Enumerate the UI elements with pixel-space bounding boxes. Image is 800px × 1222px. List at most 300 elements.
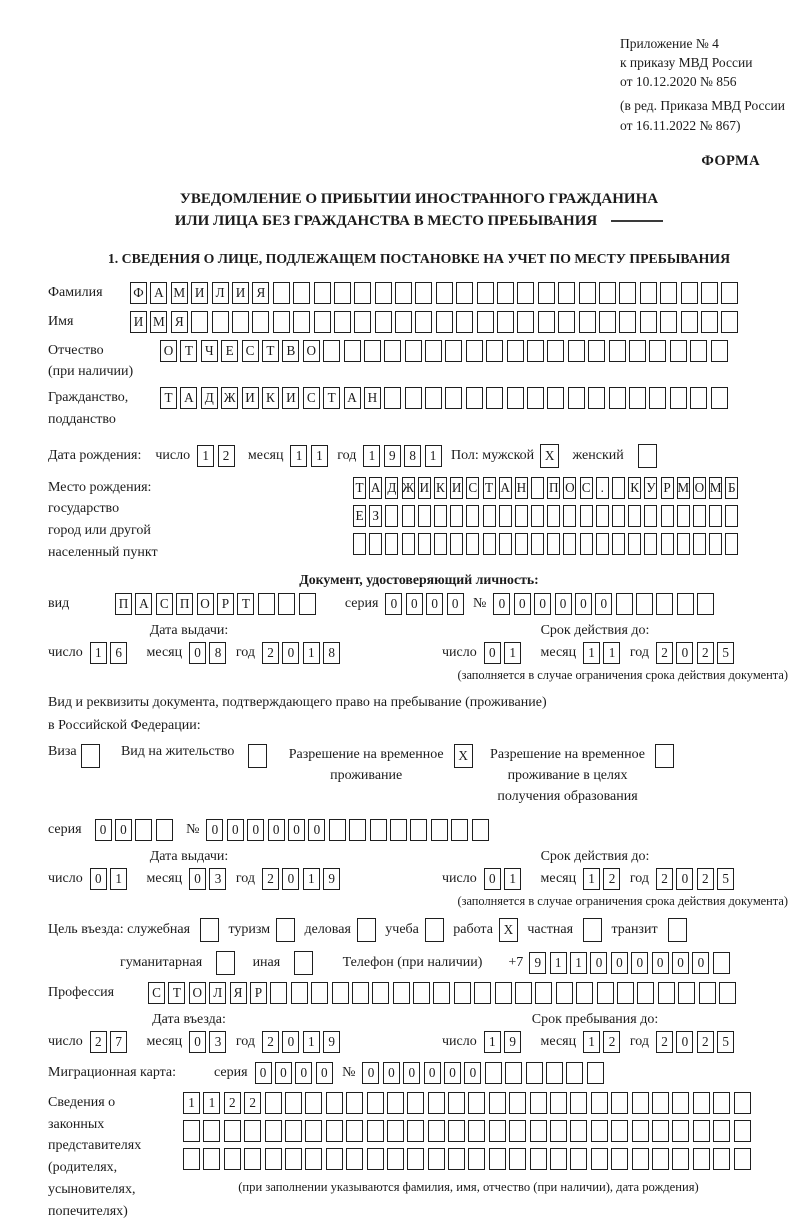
form-cell [450,533,463,555]
form-cell: О [160,340,177,362]
form-cell [384,387,401,409]
stay-day-cells [484,1031,525,1053]
form-cell: И [282,387,299,409]
residence-issue-col [48,849,400,909]
form-cell: 0 [484,642,501,664]
form-cell [332,982,349,1004]
form-cell [709,533,722,555]
form-cell: 1 [90,642,107,664]
month-label: месяц [146,1034,183,1050]
form-cell [311,982,328,1004]
doc-type-cells [115,593,319,615]
form-cell [668,918,687,942]
form-cell [305,1120,322,1142]
form-cell [640,282,657,304]
form-cell [200,918,219,942]
form-cell [652,1148,669,1170]
phone-prefix: +7 [508,955,524,971]
issue-date-heading: Дата выдачи: [149,849,229,865]
form-cell: 2 [697,1031,714,1053]
form-cell [402,533,415,555]
form-cell: 0 [275,1062,292,1084]
form-cell [612,533,625,555]
form-cell [232,311,249,333]
form-cell [628,533,641,555]
form-cell [644,505,657,527]
form-cell: 0 [189,1031,206,1053]
patronymic-label: Отчество (при наличии) [48,342,134,380]
header-line: Приложение № 4 [620,36,719,51]
number-label: № [186,822,200,838]
form-cell [566,1062,583,1084]
year-label: год [629,645,649,661]
form-cell: Н [364,387,381,409]
form-cell: 0 [90,868,107,890]
temp-residence-edu-label: Разрешение на временное проживание в целях получения образования [490,747,645,805]
form-cell [588,340,605,362]
form-cell [489,1092,506,1114]
visa-option [48,744,103,768]
purpose-work-label: работа [453,922,493,938]
form-cell [547,505,560,527]
purpose-commercial-checkbox [357,918,379,942]
form-cell [293,282,310,304]
form-cell: 2 [262,1031,279,1053]
form-cell [568,387,585,409]
representatives-label: Сведения о законных представителях (родителях, усыновителях, попечителях) [48,1095,142,1219]
form-cell: 1 [484,1031,501,1053]
form-cell: 1 [110,868,127,890]
form-cell [711,340,728,362]
form-cell [387,1092,404,1114]
form-cell [425,340,442,362]
form-cell: С [303,387,320,409]
form-cell: А [150,282,167,304]
form-cell [334,311,351,333]
form-cell [384,340,401,362]
entry-year-cells [262,1031,344,1053]
form-cell [191,311,208,333]
form-cell [583,918,602,942]
form-cell [587,1062,604,1084]
form-cell: Е [353,505,366,527]
form-cell: Ф [130,282,147,304]
form-cell [596,505,609,527]
residence-issue-day-cells [90,868,131,890]
form-cell: К [262,387,279,409]
purpose-study-label: учеба [385,922,419,938]
form-cell [326,1092,343,1114]
form-cell: 0 [484,868,501,890]
form-cell [354,311,371,333]
form-cell [713,952,730,974]
form-cell [407,1092,424,1114]
form-cell [672,1148,689,1170]
form-cell [556,982,573,1004]
form-cell: М [171,282,188,304]
form-cell [568,340,585,362]
form-cell [517,282,534,304]
form-cell [489,1148,506,1170]
id-doc-dates-block [48,623,790,683]
stay-year-cells [656,1031,738,1053]
form-cell [183,1148,200,1170]
form-cell [515,505,528,527]
form-cell: О [303,340,320,362]
form-cell [558,282,575,304]
form-cell: 0 [383,1062,400,1084]
form-cell [701,311,718,333]
form-cell [509,1148,526,1170]
birthplace-row1-cells [353,477,742,499]
form-cell: 1 [603,642,620,664]
form-cell [690,387,707,409]
form-cell [352,982,369,1004]
form-cell [611,1148,628,1170]
form-cell [314,311,331,333]
residence-doc-options-row [48,744,790,807]
temp-residence-checkbox [454,744,476,768]
form-cell [617,982,634,1004]
form-cell [385,505,398,527]
form-cell [721,311,738,333]
form-cell: С [148,982,165,1004]
doc-series-cells [385,593,467,615]
migration-number-cells [362,1062,607,1084]
form-cell [485,1062,502,1084]
form-cell [693,1092,710,1114]
form-cell: X [540,444,559,468]
form-cell: 5 [717,1031,734,1053]
form-cell [418,533,431,555]
form-cell: С [580,477,593,499]
year-label: год [337,447,357,463]
form-cell: 5 [717,868,734,890]
month-label: месяц [540,645,577,661]
form-cell [276,918,295,942]
birthplace-row3-cells [353,533,742,555]
form-cell [538,282,555,304]
form-cell: Л [212,282,229,304]
form-cell [734,1092,751,1114]
form-cell [576,982,593,1004]
residence-doc-line-1: Вид и реквизиты документа, подтверждающего право на пребывание (проживание) [48,695,547,711]
patronymic-cells [160,340,731,362]
form-cell [466,505,479,527]
form-cell [278,593,295,615]
form-cell [660,282,677,304]
form-cell [486,340,503,362]
form-cell [636,593,653,615]
form-cell: 2 [262,868,279,890]
profession-row [48,982,790,1004]
form-cell [466,387,483,409]
form-cell [244,1148,261,1170]
form-cell [81,744,100,768]
form-cell [425,918,444,942]
form-cell [649,340,666,362]
form-cell [474,982,491,1004]
form-cell [558,311,575,333]
id-doc-issue-col [48,623,400,683]
profession-cells [148,982,739,1004]
form-cell: 0 [575,593,592,615]
form-cell [224,1148,241,1170]
form-cell [515,982,532,1004]
form-cell [451,819,468,841]
day-label: число [155,447,191,463]
form-cell [405,387,422,409]
form-cell: А [369,477,382,499]
form-cell: Е [221,340,238,362]
form-cell [547,387,564,409]
form-cell: 0 [631,952,648,974]
form-cell: И [191,282,208,304]
form-cell [486,387,503,409]
form-cell: 1 [290,445,307,467]
form-cell [344,340,361,362]
form-cell [681,311,698,333]
purpose-humanitarian-checkbox [216,951,238,975]
form-cell [638,444,657,468]
form-cell: 2 [603,868,620,890]
form-cell: Р [250,982,267,1004]
form-cell [509,1092,526,1114]
form-cell [721,282,738,304]
form-cell [660,311,677,333]
citizenship-cells [160,387,731,409]
form-cell [527,387,544,409]
form-cell [661,505,674,527]
header-note-line: (в ред. Приказа МВД России [620,98,785,114]
birthplace-row2-cells [353,505,742,527]
form-cell [505,1062,522,1084]
year-label: год [629,871,649,887]
name-row [48,311,790,333]
form-cell [550,1120,567,1142]
birthplace-row [48,477,790,564]
form-cell: 0 [692,952,709,974]
representatives-row1-cells [183,1092,754,1114]
month-label: месяц [540,871,577,887]
residence-number-cells [206,819,491,841]
residence-permit-option [121,744,271,768]
form-cell: 0 [534,593,551,615]
form-cell [531,533,544,555]
form-cell [395,282,412,304]
form-cell: 0 [362,1062,379,1084]
purpose-tourism-label: туризм [228,922,271,938]
purpose-transit-label: транзит [611,922,658,938]
form-cell [285,1120,302,1142]
form-cell [612,477,625,499]
residence-valid-day-cells [484,868,525,890]
id-document-heading: Документ, удостоверяющий личность: [299,572,539,588]
form-cell [725,505,738,527]
form-cell: 0 [424,1062,441,1084]
form-cell [468,1148,485,1170]
residence-issue-month-cells [189,868,230,890]
form-cell [405,340,422,362]
form-cell [364,340,381,362]
representatives-note: (при заполнении указываются фамилия, имя, отчество (при наличии), дата рождения) [238,1180,699,1195]
form-cell [507,340,524,362]
temp-residence-option [289,744,476,786]
migration-card-label: Миграционная карта: [48,1065,177,1081]
form-cell [693,533,706,555]
form-cell [314,282,331,304]
form-cell [619,282,636,304]
form-cell [644,533,657,555]
entry-month-cells [189,1031,230,1053]
form-cell: 2 [656,642,673,664]
day-label: число [442,1034,477,1050]
form-cell [719,982,736,1004]
form-cell [713,1120,730,1142]
form-cell [661,533,674,555]
form-cell [690,340,707,362]
form-cell [547,533,560,555]
form-cell [658,982,675,1004]
form-cell [265,1120,282,1142]
form-cell: X [454,744,473,768]
form-cell [597,982,614,1004]
form-cell: И [450,477,463,499]
form-cell: И [242,387,259,409]
form-cell [579,311,596,333]
form-cell [570,1120,587,1142]
form-cell: Р [661,477,674,499]
form-cell: 0 [590,952,607,974]
form-cell: А [344,387,361,409]
id-valid-day-cells [484,642,525,664]
form-cell [499,505,512,527]
form-cell [353,533,366,555]
form-cell [285,1148,302,1170]
form-cell [393,982,410,1004]
form-cell [357,918,376,942]
form-cell [713,1148,730,1170]
form-cell: 2 [603,1031,620,1053]
header-note-line: от 16.11.2022 № 867) [620,117,741,133]
form-cell: 0 [595,593,612,615]
purpose-study-checkbox [425,918,447,942]
entry-dates-block [48,1012,790,1053]
form-cell: Я [230,982,247,1004]
form-cell: 0 [247,819,264,841]
form-cell [346,1120,363,1142]
form-cell [507,387,524,409]
form-cell: 1 [583,1031,600,1053]
form-cell: 2 [90,1031,107,1053]
residence-series-cells [95,819,177,841]
day-label: число [48,871,83,887]
form-cell [527,340,544,362]
form-cell [629,340,646,362]
form-cell [550,1092,567,1114]
form-cell: 0 [282,868,299,890]
form-cell [410,819,427,841]
form-cell: 9 [384,445,401,467]
form-cell [387,1120,404,1142]
form-cell [354,282,371,304]
residence-valid-month-cells [583,868,624,890]
form-cell [580,533,593,555]
form-cell: 0 [316,1062,333,1084]
migration-series-cells [255,1062,337,1084]
form-cell [293,311,310,333]
form-cell [367,1120,384,1142]
form-cell: 1 [303,1031,320,1053]
form-cell: В [282,340,299,362]
valid-until-heading: Срок действия до: [540,849,650,865]
form-cell: 0 [676,1031,693,1053]
citizenship-row [48,387,790,430]
id-issue-year-cells [262,642,344,664]
page-title [48,188,790,233]
form-cell [375,282,392,304]
form-cell [258,593,275,615]
form-cell: 1 [363,445,380,467]
form-cell [413,982,430,1004]
surname-cells [130,282,742,304]
form-cell [616,593,633,615]
form-cell [367,1092,384,1114]
form-cell: 0 [555,593,572,615]
form-cell: 7 [110,1031,127,1053]
form-cell [591,1148,608,1170]
form-cell [649,387,666,409]
purpose-row-1 [48,918,790,942]
form-cell [135,819,152,841]
form-cell: Т [168,982,185,1004]
form-cell: X [499,918,518,942]
stay-month-cells [583,1031,624,1053]
form-cell [632,1148,649,1170]
form-cell: 0 [444,1062,461,1084]
form-cell [326,1148,343,1170]
form-cell [203,1120,220,1142]
birthplace-cells-block [353,477,742,555]
form-cell [677,533,690,555]
birth-date-row [48,444,790,468]
name-cells [130,311,742,333]
stay-until-col [400,1012,790,1053]
form-cell: М [709,477,722,499]
title-line-2: ИЛИ ЛИЦА БЕЗ ГРАЖДАНСТВА В МЕСТО ПРЕБЫВАНИЯ [48,210,790,233]
form-cell: 0 [206,819,223,841]
form-cell [531,505,544,527]
form-cell: 8 [209,642,226,664]
form-cell: 2 [224,1092,241,1114]
form-cell: Т [262,340,279,362]
form-cell: 9 [323,1031,340,1053]
purpose-business-checkbox [200,918,222,942]
form-cell [655,744,674,768]
form-cell: 2 [656,868,673,890]
id-document-row [48,593,790,615]
sex-male-label: Пол: мужской [450,447,535,463]
form-cell [434,505,447,527]
form-cell [570,1092,587,1114]
form-cell: 1 [583,868,600,890]
form-cell [390,819,407,841]
form-cell [299,593,316,615]
form-cell [285,1092,302,1114]
form-cell [265,1148,282,1170]
visa-checkbox [81,744,103,768]
id-issue-month-cells [189,642,230,664]
